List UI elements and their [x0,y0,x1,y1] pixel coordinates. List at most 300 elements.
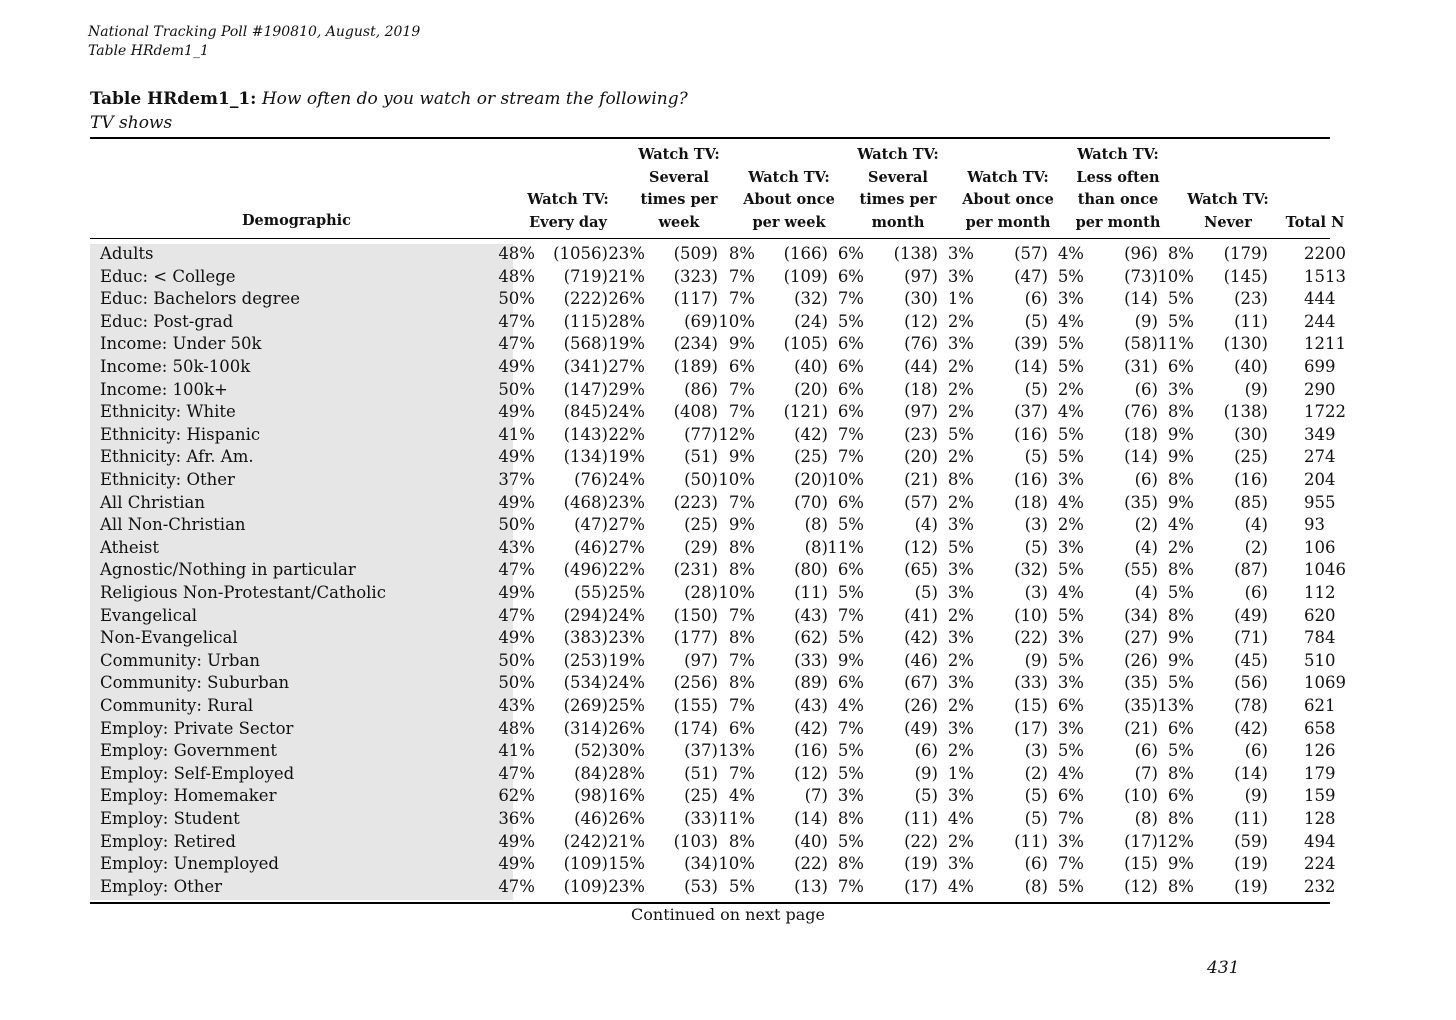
cell-count: (22) [1014,628,1048,648]
cell-percent: 3% [947,515,974,535]
cell-total: 1046 [1304,560,1346,580]
table-row [0,288,1336,311]
cell-total: 204 [1304,470,1336,489]
cell-percent: 49% [498,628,535,648]
cell-count: (42) [1234,718,1268,738]
cell-percent: 7% [728,289,755,309]
table-row [0,333,1346,356]
cell-percent: 3% [947,673,974,693]
cell-count: (19) [1234,854,1268,874]
cell-total: 349 [1304,424,1336,444]
table-row [0,605,1336,628]
cell-percent: 7% [728,266,755,286]
column-header-line: Less often [1076,168,1160,186]
cell-count: (37) [684,741,718,761]
cell-percent: 24% [608,605,645,625]
cell-count: (179) [1223,244,1268,263]
cell-total: 1722 [1304,402,1346,422]
table-row [0,514,1325,537]
cell-percent: 6% [837,560,864,580]
column-header-2 [624,144,734,234]
cell-percent: 7% [837,605,864,625]
cell-percent: 4% [947,876,974,896]
cell-percent: 9% [1167,854,1194,874]
column-header-line: Every day [529,213,607,231]
cell-percent: 9% [1167,447,1194,467]
cell-count: (24) [794,311,828,331]
cell-percent: 9% [837,650,864,670]
cell-percent: 9% [728,334,755,354]
cell-count: (30) [904,289,938,309]
cell-percent: 47% [498,311,535,331]
cell-count: (150) [673,605,718,625]
cell-count: (5) [1024,809,1048,828]
cell-count: (16) [1014,470,1048,489]
cell-percent: 5% [837,515,864,535]
cell-count: (13) [794,876,828,896]
cell-count: (47) [1014,266,1048,286]
cell-percent: 50% [498,650,535,670]
cell-count: (14) [1124,289,1158,309]
cell-percent: 5% [837,628,864,648]
cell-count: (4) [914,515,938,535]
cell-count: (496) [563,560,608,580]
cell-percent: 8% [728,673,755,693]
cell-count: (845) [563,402,608,422]
cell-count: (109) [563,854,608,874]
column-header-line: Never [1204,213,1252,231]
cell-percent: 2% [947,357,974,376]
cell-percent: 4% [947,809,974,828]
cell-count: (5) [1024,786,1048,806]
cell-percent: 8% [1167,560,1194,580]
row-label: Employ: Self-Employed [100,763,295,783]
page-number: 431 [1207,958,1240,978]
cell-percent: 49% [498,492,535,512]
cell-count: (26) [904,696,938,715]
cell-percent: 2% [1057,379,1084,399]
cell-percent: 6% [837,402,864,422]
cell-count: (43) [794,696,828,715]
cell-count: (231) [673,560,718,580]
cell-percent: 7% [837,447,864,467]
cell-count: (8) [804,515,828,535]
cell-percent: 22% [608,560,645,580]
cell-count: (22) [904,831,938,851]
cell-total: 126 [1304,741,1336,761]
cell-percent: 3% [947,628,974,648]
cell-percent: 28% [608,311,645,331]
row-label: Employ: Government [100,741,277,761]
cell-count: (5) [1024,379,1048,399]
cell-count: (7) [804,786,828,806]
column-header-1 [513,144,623,234]
cell-total: 232 [1304,876,1336,896]
table-row [0,582,1336,605]
cell-percent: 5% [1057,741,1084,761]
cell-count: (719) [563,266,608,286]
cell-count: (568) [563,334,608,354]
cell-percent: 3% [947,786,974,806]
row-label: All Non-Christian [100,515,246,535]
cell-count: (14) [1234,763,1268,783]
cell-count: (103) [673,831,718,851]
cell-percent: 8% [1167,470,1194,489]
cell-percent: 4% [1057,244,1084,263]
cell-percent: 5% [1057,266,1084,286]
cell-count: (5) [914,786,938,806]
cell-count: (67) [904,673,938,693]
cell-percent: 8% [1167,876,1194,896]
cell-percent: 7% [728,650,755,670]
cell-total: 274 [1304,447,1336,467]
cell-percent: 10% [827,470,864,489]
cell-count: (23) [904,424,938,444]
cell-count: (41) [904,605,938,625]
cell-count: (70) [794,492,828,512]
cell-percent: 11% [1157,334,1194,354]
cell-percent: 8% [947,470,974,489]
cell-count: (53) [684,876,718,896]
cell-percent: 10% [718,470,755,489]
row-label: Income: Under 50k [100,334,262,354]
cell-percent: 2% [947,447,974,467]
cell-percent: 3% [1057,289,1084,309]
cell-count: (3) [1024,741,1048,761]
top-rule [90,137,1330,139]
cell-count: (9) [1134,311,1158,331]
cell-count: (46) [574,809,608,828]
cell-percent: 6% [837,492,864,512]
table-row [0,379,1336,402]
cell-total: 1513 [1304,266,1346,286]
cell-count: (25) [684,786,718,806]
cell-count: (27) [1124,628,1158,648]
cell-total: 112 [1304,583,1336,602]
row-label: Employ: Student [100,809,240,828]
cell-count: (6) [1134,470,1158,489]
cell-percent: 3% [1167,379,1194,399]
cell-percent: 5% [1167,741,1194,761]
table-row [0,311,1336,334]
row-label: Ethnicity: Other [100,470,235,489]
cell-percent: 3% [1057,537,1084,557]
cell-percent: 2% [947,831,974,851]
cell-count: (25) [794,447,828,467]
cell-count: (11) [904,809,938,828]
cell-percent: 49% [498,402,535,422]
table-title-question: How often do you watch or stream the following? [261,89,688,109]
cell-percent: 23% [608,244,645,263]
row-label: Ethnicity: Afr. Am. [100,447,254,467]
cell-percent: 5% [1057,605,1084,625]
cell-count: (223) [673,492,718,512]
column-header-3 [734,144,844,234]
cell-count: (143) [563,424,608,444]
cell-count: (468) [563,492,608,512]
cell-count: (8) [1024,876,1048,896]
header-rule [90,238,1330,239]
cell-percent: 6% [1167,718,1194,738]
column-header-4 [843,144,953,234]
cell-percent: 12% [1157,831,1194,851]
cell-count: (5) [1024,311,1048,331]
cell-count: (3) [1024,515,1048,535]
cell-count: (222) [563,289,608,309]
column-header-line: Watch TV: [967,168,1049,186]
cell-count: (31) [1124,357,1158,376]
cell-count: (28) [684,583,718,602]
column-header-6 [1063,144,1173,234]
cell-percent: 26% [608,718,645,738]
column-header-line: per month [965,213,1051,231]
cell-count: (17) [1014,718,1048,738]
cell-total: 1211 [1304,334,1346,354]
cell-percent: 5% [1057,424,1084,444]
cell-percent: 48% [498,244,535,263]
column-header-line: month [871,213,925,231]
cell-percent: 41% [498,741,535,761]
cell-percent: 48% [498,266,535,286]
cell-count: (12) [904,537,938,557]
cell-percent: 21% [608,266,645,286]
column-header-line: Several [868,168,928,186]
table-title [90,88,688,110]
cell-count: (46) [904,650,938,670]
cell-count: (20) [794,379,828,399]
column-header-line: per week [752,213,826,231]
cell-percent: 19% [608,334,645,354]
cell-percent: 5% [837,741,864,761]
row-label: Educ: Post-grad [100,311,234,331]
cell-count: (73) [1124,266,1158,286]
column-header-line: Watch TV: [1187,191,1269,208]
cell-count: (20) [794,470,828,489]
column-header-line: Watch TV: [1077,146,1159,163]
cell-count: (5) [1024,447,1048,467]
cell-percent: 25% [608,583,645,602]
cell-percent: 5% [1167,673,1194,693]
table-row [0,424,1336,447]
cell-count: (145) [1223,266,1268,286]
cell-count: (59) [1234,831,1268,851]
cell-count: (2) [1024,763,1048,783]
column-header-line: times per [640,191,718,208]
cell-count: (6) [914,741,938,761]
cell-percent: 3% [1057,718,1084,738]
cell-count: (17) [904,876,938,896]
cell-percent: 6% [1167,786,1194,806]
cell-count: (105) [783,334,828,354]
cell-count: (26) [1124,650,1158,670]
table-row [0,853,1336,876]
cell-count: (40) [794,831,828,851]
cell-count: (11) [1234,809,1268,828]
cell-count: (34) [1124,605,1158,625]
cell-total: 179 [1304,763,1336,783]
cell-percent: 2% [1167,537,1194,557]
cell-count: (109) [563,876,608,896]
cell-percent: 62% [498,786,535,806]
cell-percent: 28% [608,763,645,783]
cell-count: (76) [904,334,938,354]
cell-count: (11) [1234,311,1268,331]
cell-percent: 5% [728,876,755,896]
cell-percent: 13% [1157,696,1194,715]
cell-count: (80) [794,560,828,580]
cell-percent: 47% [498,876,535,896]
cell-total: 93 [1304,515,1325,535]
cell-count: (7) [1134,763,1158,783]
cell-percent: 5% [947,424,974,444]
cell-percent: 30% [608,741,645,761]
cell-percent: 7% [1057,809,1084,828]
cell-count: (34) [684,854,718,874]
cell-percent: 23% [608,492,645,512]
cell-count: (5) [1024,537,1048,557]
column-header-line: About once [743,191,835,208]
cell-percent: 50% [498,379,535,399]
cell-percent: 22% [608,424,645,444]
cell-count: (32) [1014,560,1048,580]
table-row [0,650,1336,673]
row-label: Educ: < College [100,266,236,286]
cell-count: (6) [1244,741,1268,761]
cell-count: (10) [1014,605,1048,625]
cell-percent: 10% [718,854,755,874]
cell-total: 159 [1304,786,1336,806]
cell-count: (51) [684,763,718,783]
cell-total: 658 [1304,718,1336,738]
cell-percent: 5% [837,583,864,602]
cell-percent: 49% [498,583,535,602]
cell-percent: 9% [1167,650,1194,670]
cell-percent: 6% [1167,357,1194,376]
cell-percent: 29% [608,379,645,399]
cell-count: (55) [1124,560,1158,580]
cell-percent: 6% [1057,786,1084,806]
row-label: Employ: Private Sector [100,718,294,738]
cell-count: (77) [684,424,718,444]
row-label: Income: 50k-100k [100,357,251,376]
cell-percent: 4% [1057,492,1084,512]
table-subtitle: TV shows [90,113,173,133]
table-row [0,243,1346,266]
cell-percent: 10% [718,583,755,602]
cell-percent: 3% [947,718,974,738]
cell-count: (32) [794,289,828,309]
cell-percent: 3% [837,786,864,806]
cell-count: (155) [673,696,718,715]
cell-count: (22) [794,854,828,874]
cell-percent: 4% [1057,402,1084,422]
cell-percent: 24% [608,470,645,489]
cell-count: (12) [1124,876,1158,896]
cell-count: (44) [904,357,938,376]
cell-percent: 2% [947,492,974,512]
cell-count: (6) [1134,379,1158,399]
cell-percent: 8% [1167,809,1194,828]
cell-percent: 12% [718,424,755,444]
cell-count: (8) [804,537,828,557]
cell-percent: 6% [837,357,864,376]
cell-count: (40) [1234,357,1268,376]
running-header-table: Table HRdem1_1 [88,43,209,59]
running-header-poll: National Tracking Poll #190810, August, 2019 [88,24,421,40]
table-row [0,831,1336,854]
cell-total: 128 [1304,809,1336,828]
cell-percent: 10% [718,311,755,331]
cell-percent: 13% [718,741,755,761]
cell-percent: 7% [728,402,755,422]
cell-count: (134) [563,447,608,467]
cell-count: (534) [563,673,608,693]
cell-percent: 37% [498,470,535,489]
cell-percent: 43% [498,696,535,715]
cell-count: (97) [684,650,718,670]
cell-percent: 7% [728,379,755,399]
cell-total: 620 [1304,605,1336,625]
cell-count: (98) [574,786,608,806]
cell-count: (33) [794,650,828,670]
cell-percent: 8% [1167,763,1194,783]
cell-total: 621 [1304,696,1336,715]
cell-count: (29) [684,537,718,557]
cell-percent: 5% [1167,289,1194,309]
cell-percent: 4% [1057,583,1084,602]
cell-count: (42) [794,424,828,444]
table-row [0,492,1336,515]
cell-count: (174) [673,718,718,738]
cell-count: (51) [684,447,718,467]
column-header-line: than once [1077,191,1159,208]
cell-percent: 7% [1057,854,1084,874]
cell-count: (55) [574,583,608,602]
cell-percent: 1% [947,289,974,309]
cell-count: (12) [794,763,828,783]
table-row [0,401,1346,424]
cell-count: (10) [1124,786,1158,806]
cell-percent: 9% [1167,424,1194,444]
cell-count: (6) [1134,741,1158,761]
cell-count: (323) [673,266,718,286]
cell-count: (47) [574,515,608,535]
cell-percent: 6% [837,334,864,354]
cell-count: (121) [783,402,828,422]
cell-percent: 43% [498,537,535,557]
row-label: Religious Non-Protestant/Catholic [100,583,386,602]
cell-count: (9) [1024,650,1048,670]
cell-percent: 21% [608,831,645,851]
cell-count: (14) [1014,357,1048,376]
table-row [0,356,1336,379]
table-title-label: Table HRdem1_1: [90,89,257,109]
cell-count: (341) [563,357,608,376]
cell-percent: 47% [498,763,535,783]
table-row [0,740,1336,763]
cell-count: (52) [574,741,608,761]
cell-count: (62) [794,628,828,648]
cell-percent: 8% [1167,244,1194,263]
cell-count: (408) [673,402,718,422]
cell-percent: 2% [1057,515,1084,535]
cell-percent: 2% [947,379,974,399]
cell-count: (84) [574,763,608,783]
column-header-line: times per [859,191,937,208]
column-header-line: Watch TV: [638,146,720,163]
cell-count: (138) [1223,402,1268,422]
cell-count: (25) [684,515,718,535]
